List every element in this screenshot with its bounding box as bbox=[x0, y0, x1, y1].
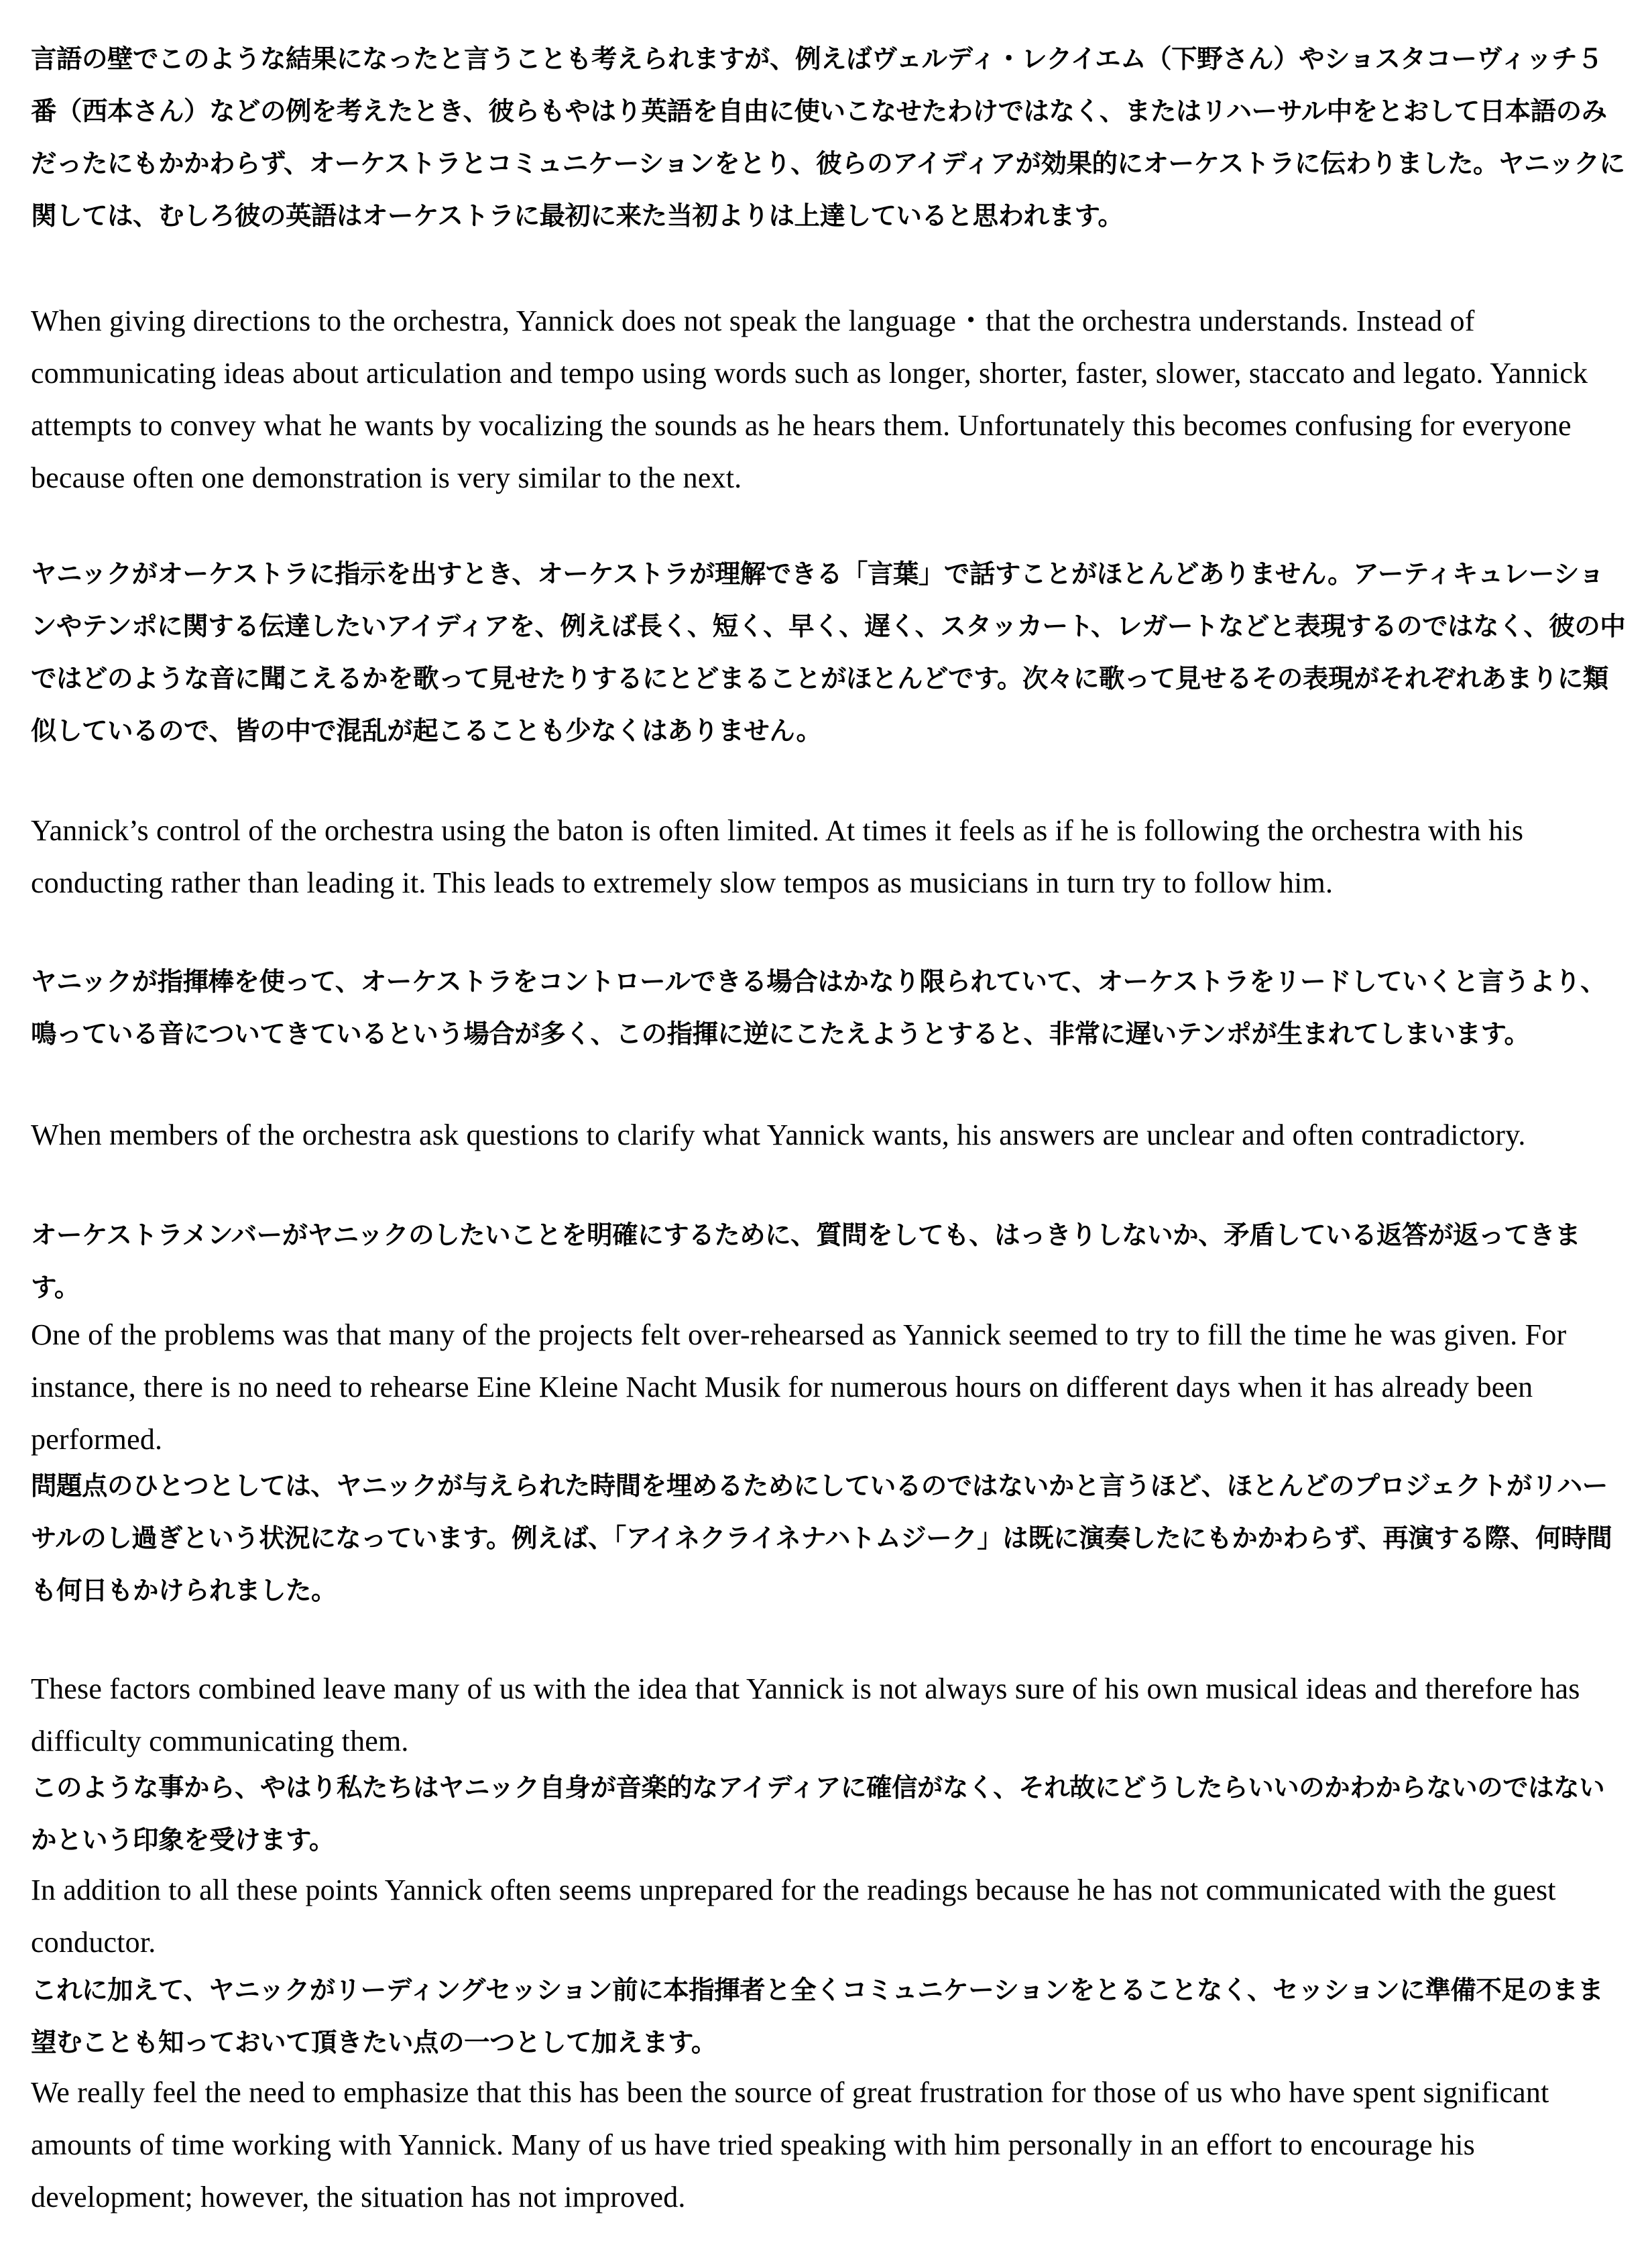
paragraph-en-1: When giving directions to the orchestra, Yannick does not speak the language・that the orchestra understands. Instead of communicating ideas about articulation and tempo using words such as longer, shorter, faster, slower, staccato and legato. Yannick attempts to convey what he wants by vocalizing the sounds as he hears them. Unfortunately this becomes confusing for everyone because often one demonstration is very similar to the next. bbox=[31, 304, 1588, 494]
paragraph-ja-6: このような事から、やはり私たちはヤニック自身が音楽的なアイディアに確信がなく、それ故にどうしたらいいのかわからないのではないかという印象を受けます。 bbox=[31, 1773, 1605, 1855]
paragraph-ja-1: 言語の壁でこのような結果になったと言うことも考えられますが、例えばヴェルディ・レクイエム（下野さん）やショスタコーヴィッチ５番（西本さん）などの例を考えたとき、彼らもやはり英語を自由に使いこなせたわけではなく、またはリハーサル中をとおして日本語のみだったにもかかわらず、オーケストラとコミュニケーションをとり、彼らのアイディアが効果的にオーケストラに伝わりました。ヤニックに関しては、むしろ彼の英語はオーケストラに最初に来た当初よりは上達していると思われます。 bbox=[31, 44, 1625, 231]
paragraph-ja-3: ヤニックが指揮棒を使って、オーケストラをコントロールできる場合はかなり限られていて、オーケストラをリードしていくと言うより、鳴っている音についてきているという場合が多く、この指揮に逆にこたえようとすると、非常に遅いテンポが生まれてしまいます。 bbox=[31, 967, 1606, 1049]
paragraph-en-2: Yannick’s control of the orchestra using the baton is often limited. At times it feels as if he is following the orchestra with his conducting rather than leading it. This leads to extremely slow tempos as musicians in turn try to follow him. bbox=[31, 814, 1524, 899]
paragraph-en-6: In addition to all these points Yannick often seems unprepared for the readings because he has not communicated with the guest conductor. bbox=[31, 1874, 1556, 1959]
paragraph-en-7: We really feel the need to emphasize that this has been the source of great frustration for those of us who have spent significant amounts of time working with Yannick. Many of us have tried speaking with him personally in an effort to encourage his development; however, the situation has not improved. bbox=[31, 2076, 1549, 2213]
paragraph-en-3: When members of the orchestra ask questions to clarify what Yannick wants, his answers are unclear and often contradictory. bbox=[31, 1118, 1526, 1151]
paragraph-en-4: One of the problems was that many of the projects felt over-rehearsed as Yannick seemed to try to fill the time he was given. For instance, there is no need to rehearse Eine Kleine Nacht Musik for numerous hours on different days when it has already been performed. bbox=[31, 1318, 1567, 1456]
paragraph-ja-4: オーケストラメンバーがヤニックのしたいことを明確にするために、質問をしても、はっきりしないか、矛盾している返答が返ってきます。 bbox=[31, 1220, 1581, 1303]
paragraph-en-5: These factors combined leave many of us with the idea that Yannick is not always sure of his own musical ideas and therefore has difficulty communicating them. bbox=[31, 1672, 1580, 1758]
paragraph-ja-7: これに加えて、ヤニックがリーディングセッション前に本指揮者と全くコミュニケーションをとることなく、セッションに準備不足のまま望むことも知っておいて頂きたい点の一つとして加えます。 bbox=[31, 1975, 1604, 2058]
paragraph-ja-2: ヤニックがオーケストラに指示を出すとき、オーケストラが理解できる「言葉」で話すことがほとんどありません。アーティキュレーションやテンポに関する伝達したいアイディアを、例えば長く、短く、早く、遅く、スタッカート、レガートなどと表現するのではなく、彼の中ではどのような音に聞こえるかを歌って見せたりするにとどまることがほとんどです。次々に歌って見せるその表現がそれぞれあまりに類似しているので、皆の中で混乱が起こることも少なくはありません。 bbox=[31, 559, 1626, 746]
paragraph-ja-5: 問題点のひとつとしては、ヤニックが与えられた時間を埋めるためにしているのではないかと言うほど、ほとんどのプロジェクトがリハーサルのし過ぎという状況になっています。例えば、「アイネクライネナハトムジーク」は既に演奏したにもかかわらず、再演する際、何時間も何日もかけられました。 bbox=[31, 1471, 1612, 1606]
